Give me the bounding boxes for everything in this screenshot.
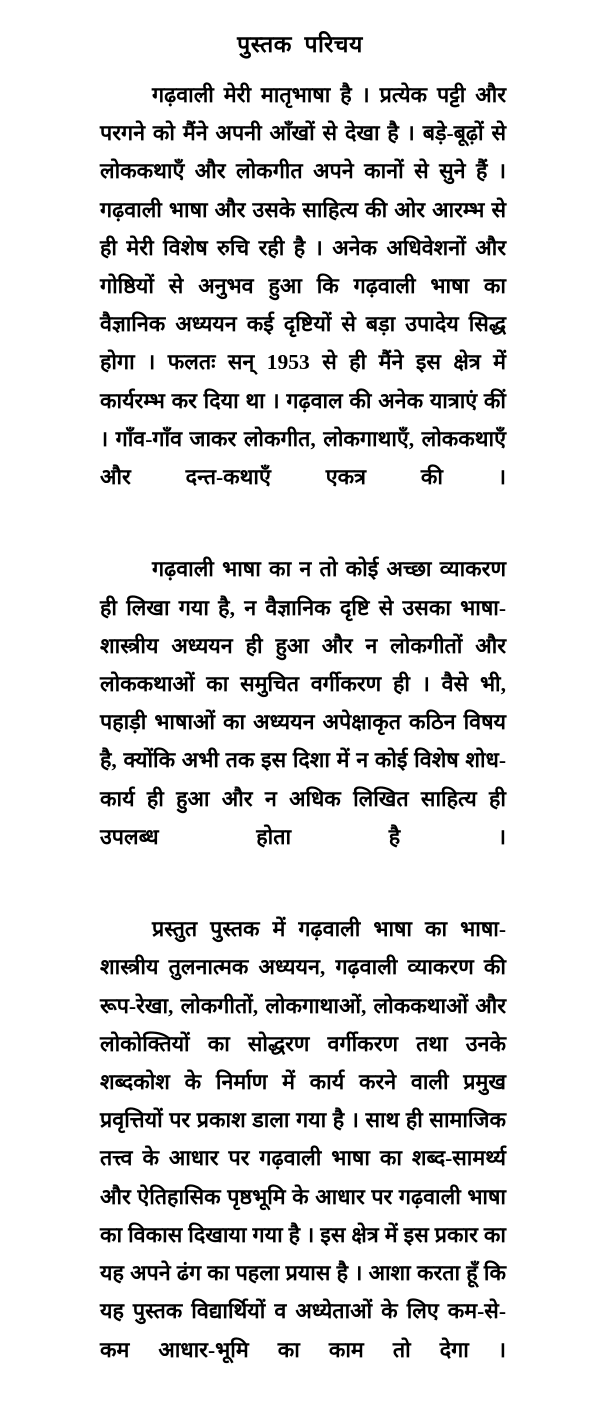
paragraph-3: प्रस्तुत पुस्तक में गढ़वाली भाषा का भाषा-शास्त्रीय तुलनात्मक अध्ययन, गढ़वाली व्याकरण की रूप-रेखा, लोकगीतों, लोकगाथाओं, लोककथाओं और लोकोक्तियों का सोद्धरण वर्गीकरण तथा उनके शब्दकोश के निर्माण में कार्य करने वाली प्रमुख प्रवृत्तियों पर प्रकाश डाला गया है । साथ ही सामाजिक तत्त्व के आधार पर गढ़वाली भाषा का शब्द-सामर्थ्य और ऐतिहासिक पृष्ठभूमि के आधार पर गढ़वाली भाषा का विकास दिखाया गया है । इस क्षेत्र में इस प्रकार का यह अपने ढंग का पहला प्रयास है । आशा करता हूँ कि यह पुस्तक विद्यार्थियों व अध्येताओं के लिए कम-से-कम आधार-भूमि का काम तो देगा । xyxy=(100,917,506,1362)
paragraph-1: गढ़वाली मेरी मातृभाषा है । प्रत्येक पट्टी और परगने को मैंने अपनी आँखों से देखा है । बड़े-बूढ़ों से लोककथाएँ और लोकगीत अपने कानों से सुने हैं । गढ़वाली भाषा और उसके साहित्य की ओर आरम्भ से ही मेरी विशेष रुचि रही है । अनेक अधिवेशनों और गोष्ठियों से अनुभव हुआ कि गढ़वाली भाषा का वैज्ञानिक अध्ययन कई दृष्टियों से बड़ा उपादेय सिद्ध होगा । फलतः सन् 1953 से ही मैंने इस क्षेत्र में कार्यरम्भ कर दिया था । गढ़वाल की अनेक यात्राएं कीं । गाँव-गाँव जाकर लोकगीत, लोकगाथाएँ, लोककथाएँ और दन्त-कथाएँ एकत्र की । xyxy=(100,83,506,490)
document-body xyxy=(100,76,506,1407)
paragraph-2: गढ़वाली भाषा का न तो कोई अच्छा व्याकरण ही लिखा गया है, न वैज्ञानिक दृष्टि से उसका भाषा-शास्त्रीय अध्ययन ही हुआ और न लोकगीतों और लोककथाओं का समुचित वर्गीकरण ही । वैसे भी, पहाड़ी भाषाओं का अध्ययन अपेक्षाकृत कठिन विषय है, क्योंकि अभी तक इस दिशा में न कोई विशेष शोध-कार्य ही हुआ और न अधिक लिखित साहित्य ही उपलब्ध होता है । xyxy=(100,557,506,849)
page-title: पुस्तक परिचय xyxy=(237,32,363,58)
